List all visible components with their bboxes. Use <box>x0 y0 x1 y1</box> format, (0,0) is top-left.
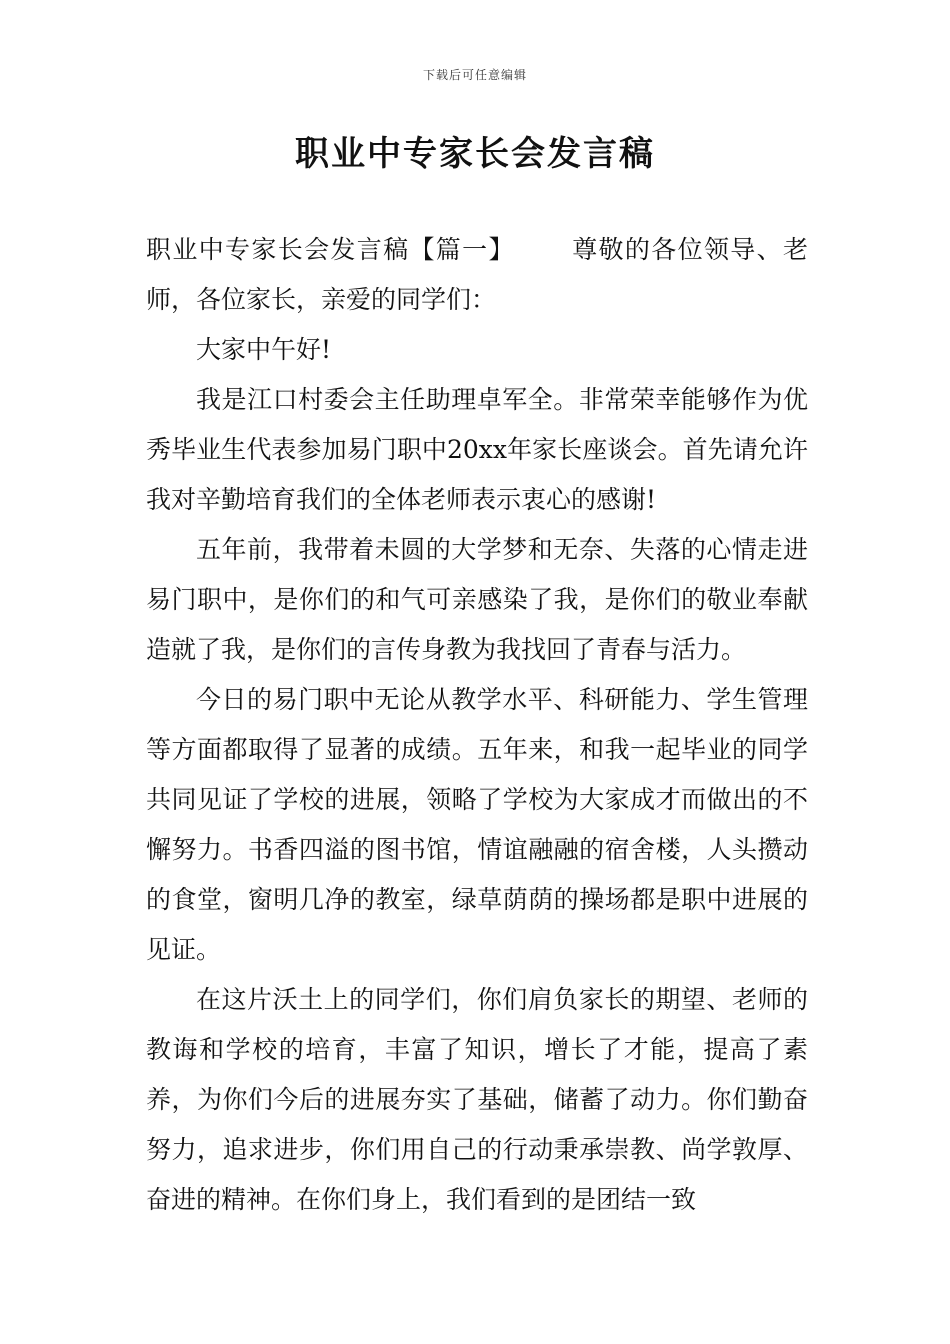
paragraph-greeting: 大家中午好! <box>196 335 332 364</box>
paragraph-achievements: 今日的易门职中无论从教学水平、科研能力、学生管理等方面都取得了显著的成绩。五年来，和我一起毕业的同学共同见证了学校的进展，领略了学校为大家成才而做出的不懈努力。书香四溢的图书馆，情谊融融的宿舍楼，人头攒动的食堂，窗明几净的教室，绿草荫荫的操场都是职中进展的见证。 <box>146 685 808 964</box>
document-body <box>146 225 808 1225</box>
header-note: 下载后可任意编辑 <box>422 68 527 82</box>
intro-paragraph <box>146 225 808 325</box>
paragraph-students: 在这片沃土上的同学们，你们肩负家长的期望、老师的教诲和学校的培育，丰富了知识，增长了才能，提高了素养，为你们今后的进展夯实了基础，储蓄了动力。你们勤奋努力，追求进步，你们用自己的行动秉承崇教、尚学敦厚、奋进的精神。在你们身上，我们看到的是团结一致 <box>146 985 808 1214</box>
paragraph-introduction: 我是江口村委会主任助理卓军全。非常荣幸能够作为优秀毕业生代表参加易门职中20xx年家长座谈会。首先请允许我对辛勤培育我们的全体老师表示衷心的感谢! <box>146 385 808 514</box>
paragraph-five-years-ago: 五年前，我带着未圆的大学梦和无奈、失落的心情走进易门职中，是你们的和气可亲感染了我，是你们的敬业奉献造就了我，是你们的言传身教为我找回了青春与活力。 <box>146 535 808 664</box>
salutation: 尊敬的各位领导、老师，各位家长，亲爱的同学们： <box>146 235 808 314</box>
section-label: 职业中专家长会发言稿【篇一】 <box>146 235 515 264</box>
document-title: 职业中专家长会发言稿 <box>295 134 655 174</box>
